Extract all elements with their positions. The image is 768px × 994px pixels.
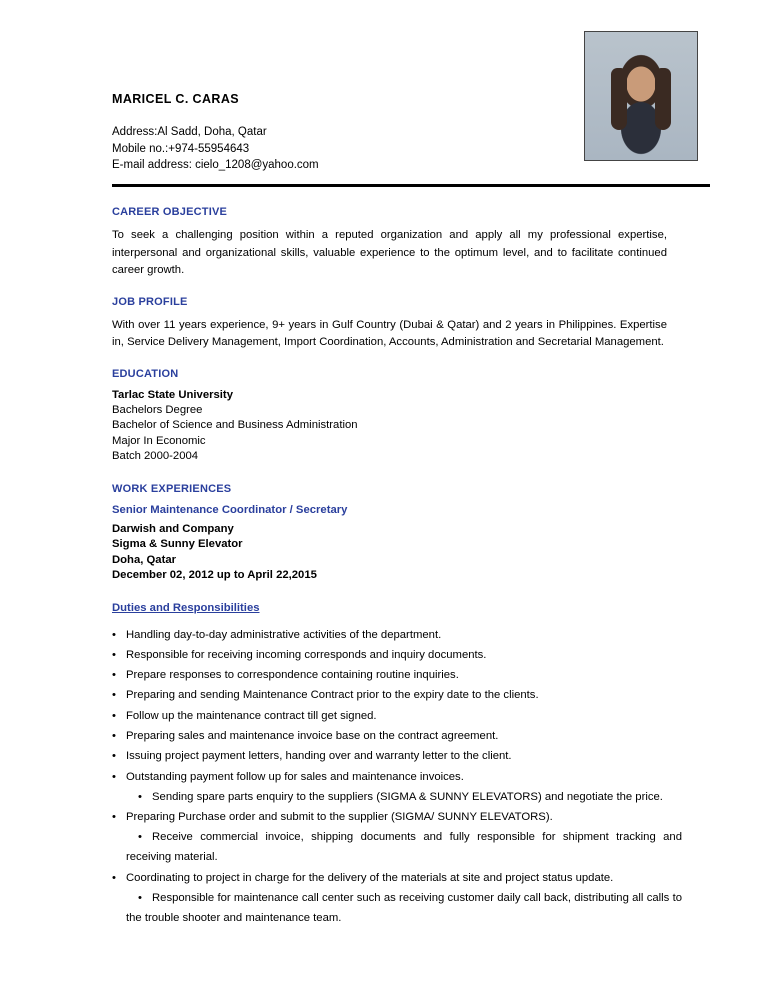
spacer (112, 465, 712, 483)
education-school: Tarlac State University (112, 388, 233, 401)
education-line-program: Bachelor of Science and Business Administration (112, 419, 358, 431)
work-location: Doha, Qatar (112, 553, 177, 566)
list-item: • Handling day-to-day administrative activities of the department. (112, 626, 668, 646)
duties-heading: Duties and Responsibilities (112, 601, 260, 614)
job-profile-text: With over 11 years experience, 9+ years in Gulf Country (Dubai & Qatar) and 2 years in Philippines. Expertise in, Service Delivery Management, Import Coordination, Accounts, Administration and Secretarial Management. (112, 318, 667, 348)
candidate-name: MARICEL C. CARAS (112, 92, 240, 106)
work-position-title: Senior Maintenance Coordinator / Secretary (112, 503, 348, 516)
education-line-batch: Batch 2000-2004 (112, 450, 199, 462)
list-item: • Preparing and sending Maintenance Contract prior to the expiry date to the clients. (112, 686, 668, 706)
education-line-degree: Bachelors Degree (112, 403, 203, 416)
list-item: • Prepare responses to correspondence containing routine inquiries. (112, 666, 668, 686)
resume-body (112, 206, 712, 929)
work-company: Darwish and Company (112, 522, 234, 535)
duties-list (112, 626, 682, 929)
section-heading-work-experiences: WORK EXPERIENCES (112, 482, 232, 495)
portrait-hair-right (655, 68, 671, 130)
work-dates: December 02, 2012 up to April 22,2015 (112, 569, 317, 581)
portrait-hair-left (611, 68, 627, 130)
list-item: • Preparing sales and maintenance invoice base on the contract agreement. (112, 727, 668, 747)
list-item: • Outstanding payment follow up for sales and maintenance invoices. (112, 768, 668, 788)
list-item: • Responsible for maintenance call center such as receiving customer daily call back, distributing all calls to the trouble shooter and maintenance team. (112, 889, 682, 929)
list-item: • Coordinating to project in charge for the delivery of the materials at site and project status update. (112, 869, 668, 889)
list-item: • Preparing Purchase order and submit to the supplier (SIGMA/ SUNNY ELEVATORS). (112, 808, 668, 828)
work-division: Sigma & Sunny Elevator (112, 538, 243, 550)
header-divider (112, 184, 710, 187)
portrait-photo (584, 31, 698, 161)
section-heading-career-objective: CAREER OBJECTIVE (112, 206, 228, 218)
contact-address: Address:Al Sadd, Doha, Qatar (112, 126, 267, 138)
list-item: • Follow up the maintenance contract till get signed. (112, 707, 668, 727)
contact-mobile: Mobile no.:+974-55954643 (112, 142, 250, 155)
portrait-photo-image (585, 32, 697, 160)
list-item: • Sending spare parts enquiry to the suppliers (SIGMA & SUNNY ELEVATORS) and negotiate the price. (112, 788, 668, 808)
list-item: • Responsible for receiving incoming corresponds and inquiry documents. (112, 646, 668, 666)
career-objective-text: To seek a challenging position within a reputed organization and apply all my professional expertise, interpersonal and organizational skills, valuable experience to the optimum level, and to facilitate continued career growth. (112, 229, 667, 276)
contact-block (112, 124, 319, 174)
section-heading-education: EDUCATION (112, 367, 179, 380)
list-item: • Issuing project payment letters, handing over and warranty letter to the client. (112, 747, 668, 767)
contact-email: E-mail address: cielo_1208@yahoo.com (112, 159, 319, 171)
section-heading-job-profile: JOB PROFILE (112, 295, 188, 308)
education-line-major: Major In Economic (112, 434, 206, 447)
list-item: • Receive commercial invoice, shipping documents and fully responsible for shipment tracking and receiving material. (112, 828, 682, 868)
